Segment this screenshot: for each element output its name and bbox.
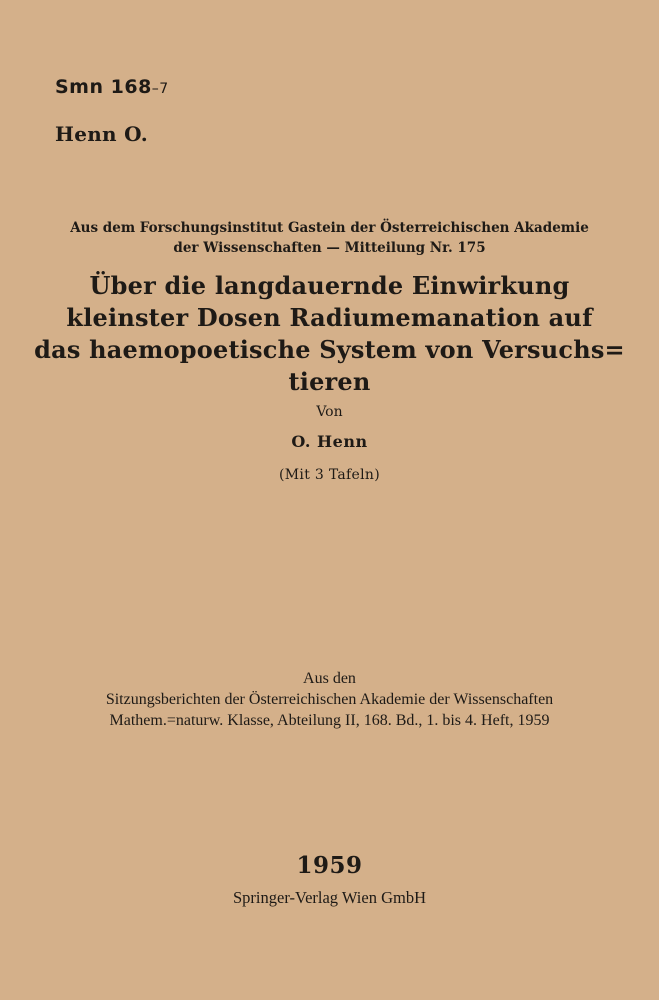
source-citation bbox=[0, 668, 659, 731]
institute-heading bbox=[0, 218, 659, 258]
publication-year: 1959 bbox=[296, 852, 363, 879]
title-line-4: tieren bbox=[288, 367, 371, 396]
institute-line-1: Aus dem Forschungsinstitut Gastein der Österreichischen Akademie bbox=[70, 220, 589, 236]
publisher-name: Springer-Verlag Wien GmbH bbox=[233, 888, 426, 907]
call-number bbox=[55, 76, 169, 98]
source-line-1: Aus den bbox=[303, 670, 356, 687]
institute-line-2: der Wissenschaften — Mitteilung Nr. 175 bbox=[173, 240, 486, 256]
source-line-2: Sitzungsberichten der Österreichischen Akademie der Wissenschaften bbox=[105, 691, 554, 708]
author-name: O. Henn bbox=[291, 432, 368, 451]
document-title bbox=[0, 270, 659, 398]
title-line-3: das haemopoetische System von Versuchs= bbox=[34, 335, 625, 364]
plates-note: (Mit 3 Tafeln) bbox=[279, 467, 380, 483]
author-tag: Henn O. bbox=[55, 122, 148, 146]
source-line-3: Mathem.=naturw. Klasse, Abteilung II, 168. Bd., 1. bis 4. Heft, 1959 bbox=[109, 712, 550, 729]
call-number-main: Smn 168 bbox=[55, 76, 152, 98]
by-label: Von bbox=[316, 404, 343, 420]
title-line-1: Über die langdauernde Einwirkung bbox=[89, 271, 570, 300]
title-line-2: kleinster Dosen Radiumemanation auf bbox=[66, 303, 593, 332]
call-number-suffix: –7 bbox=[151, 81, 169, 97]
